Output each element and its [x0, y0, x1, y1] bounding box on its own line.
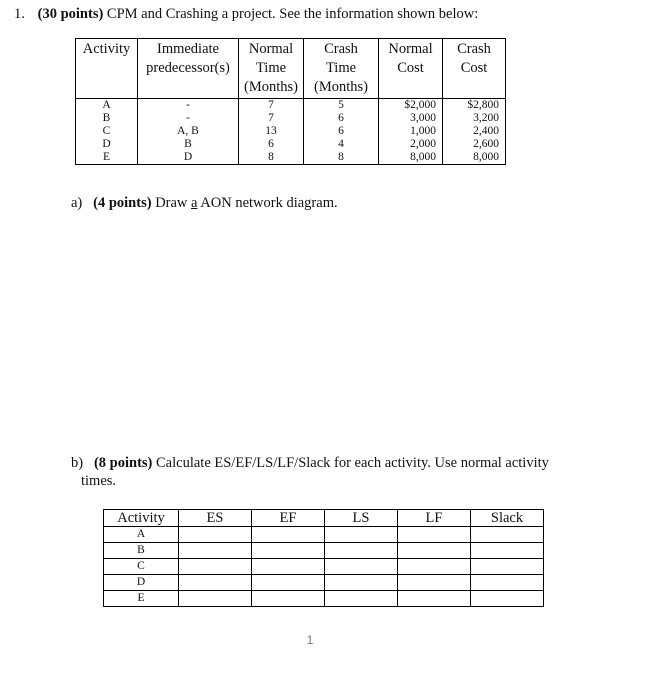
schedule-answer-table [103, 509, 544, 607]
part-a-underlined: a [191, 195, 198, 211]
table-header-row [76, 39, 506, 99]
cell-normal-cost: 3,000 [379, 112, 443, 125]
answer-header-activity: Activity [104, 510, 179, 527]
answer-header-lf: LF [398, 510, 471, 527]
question-points: (30 points) [37, 6, 104, 22]
cell-crash-cost: 2,600 [443, 138, 506, 151]
part-a-prompt [71, 195, 338, 212]
part-a-text-before: Draw [151, 195, 192, 211]
answer-row [104, 527, 544, 543]
part-a-label: a) [71, 195, 83, 211]
cell-predecessor: A, B [138, 125, 239, 138]
header-predecessor: Immediate predecessor(s) [138, 39, 239, 99]
answer-cell-ef[interactable] [252, 527, 325, 543]
answer-cell-ls[interactable] [325, 527, 398, 543]
answer-cell-ef[interactable] [252, 575, 325, 591]
header-crash-cost: Crash Cost [443, 39, 506, 99]
answer-cell-ls[interactable] [325, 559, 398, 575]
answer-cell-es[interactable] [179, 527, 252, 543]
cell-normal-cost: 2,000 [379, 138, 443, 151]
cell-normal-time: 6 [239, 138, 304, 151]
cell-normal-cost: $2,000 [379, 99, 443, 113]
cell-crash-time: 6 [304, 125, 379, 138]
question-number: 1. [14, 6, 25, 22]
cell-normal-time: 7 [239, 99, 304, 113]
table-row [76, 151, 506, 165]
cell-activity: E [76, 151, 138, 165]
answer-cell-activity: A [104, 527, 179, 543]
table-row [76, 112, 506, 125]
answer-row [104, 591, 544, 607]
answer-header-es: ES [179, 510, 252, 527]
cell-predecessor: D [138, 151, 239, 165]
header-crash-time: Crash Time (Months) [304, 39, 379, 99]
answer-cell-lf[interactable] [398, 543, 471, 559]
cell-crash-cost: $2,800 [443, 99, 506, 113]
answer-cell-activity: D [104, 575, 179, 591]
cell-normal-time: 13 [239, 125, 304, 138]
answer-cell-es[interactable] [179, 543, 252, 559]
part-a-points: (4 points) [93, 195, 152, 211]
cell-predecessor: B [138, 138, 239, 151]
answer-cell-lf[interactable] [398, 575, 471, 591]
header-activity: Activity [76, 39, 138, 99]
part-b-label: b) [71, 455, 84, 471]
answer-cell-lf[interactable] [398, 527, 471, 543]
cell-predecessor: - [138, 99, 239, 113]
cell-crash-time: 5 [304, 99, 379, 113]
cell-activity: B [76, 112, 138, 125]
answer-cell-activity: B [104, 543, 179, 559]
part-b-text-line1: Calculate ES/EF/LS/LF/Slack for each activity. Use normal activity [152, 455, 549, 471]
answer-cell-es[interactable] [179, 575, 252, 591]
part-b-points: (8 points) [93, 455, 153, 471]
answer-cell-slack[interactable] [471, 575, 544, 591]
answer-cell-es[interactable] [179, 591, 252, 607]
answer-header-row [104, 510, 544, 527]
table-row [76, 99, 506, 113]
table-row [76, 125, 506, 138]
cell-crash-time: 8 [304, 151, 379, 165]
question-text: CPM and Crashing a project. See the information shown below: [103, 6, 479, 22]
header-normal-cost: Normal Cost [379, 39, 443, 99]
cell-activity: A [76, 99, 138, 113]
cell-normal-cost: 1,000 [379, 125, 443, 138]
answer-row [104, 543, 544, 559]
answer-row [104, 559, 544, 575]
cell-crash-cost: 8,000 [443, 151, 506, 165]
cell-normal-time: 7 [239, 112, 304, 125]
answer-cell-slack[interactable] [471, 527, 544, 543]
question-title [14, 6, 478, 23]
cell-crash-cost: 3,200 [443, 112, 506, 125]
cell-activity: C [76, 125, 138, 138]
answer-cell-slack[interactable] [471, 591, 544, 607]
answer-cell-activity: C [104, 559, 179, 575]
answer-cell-lf[interactable] [398, 591, 471, 607]
header-normal-time: Normal Time (Months) [239, 39, 304, 99]
cell-crash-time: 6 [304, 112, 379, 125]
answer-cell-es[interactable] [179, 559, 252, 575]
answer-cell-ef[interactable] [252, 591, 325, 607]
part-a-text-after: AON network diagram. [197, 195, 338, 211]
answer-cell-ls[interactable] [325, 591, 398, 607]
answer-cell-slack[interactable] [471, 543, 544, 559]
answer-cell-activity: E [104, 591, 179, 607]
part-b-text-line2: times. [81, 473, 117, 489]
project-data-table [75, 38, 506, 165]
answer-row [104, 575, 544, 591]
answer-cell-ls[interactable] [325, 543, 398, 559]
answer-cell-ef[interactable] [252, 543, 325, 559]
cell-crash-time: 4 [304, 138, 379, 151]
answer-header-ef: EF [252, 510, 325, 527]
part-b-prompt [71, 454, 549, 490]
answer-cell-ef[interactable] [252, 559, 325, 575]
answer-cell-ls[interactable] [325, 575, 398, 591]
answer-header-slack: Slack [471, 510, 544, 527]
page-number: 1 [306, 633, 314, 647]
cell-normal-cost: 8,000 [379, 151, 443, 165]
answer-cell-slack[interactable] [471, 559, 544, 575]
answer-cell-lf[interactable] [398, 559, 471, 575]
cell-crash-cost: 2,400 [443, 125, 506, 138]
cell-predecessor: - [138, 112, 239, 125]
cell-normal-time: 8 [239, 151, 304, 165]
cell-activity: D [76, 138, 138, 151]
table-row [76, 138, 506, 151]
answer-header-ls: LS [325, 510, 398, 527]
